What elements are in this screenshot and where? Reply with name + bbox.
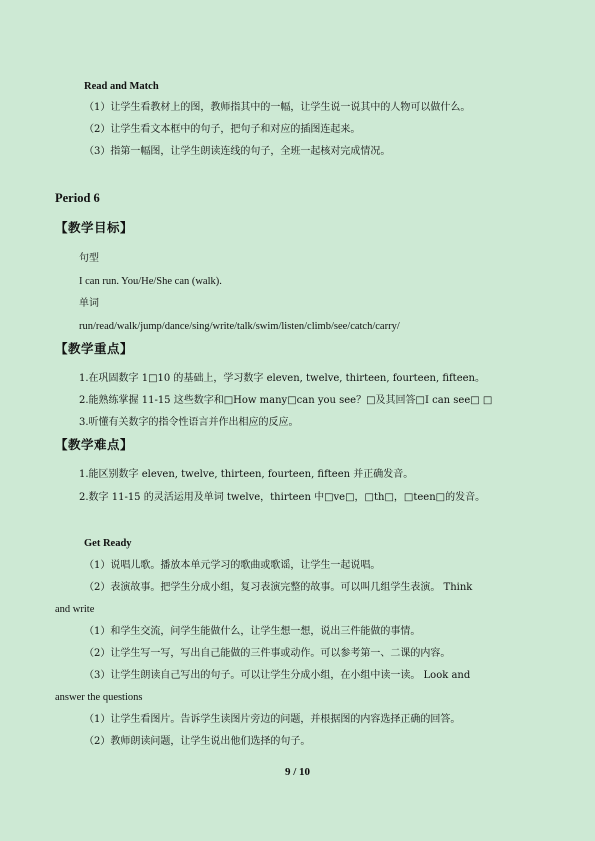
word-list: run/read/walk/jump/dance/sing/write/talk/swim/listen/climb/see/catch/carry/: [79, 321, 400, 332]
look-answer-line-2: （2）教师朗读问题，让学生说出他们选择的句子。: [84, 736, 311, 747]
read-match-item-3: （3）指第一幅图，让学生朗读连线的句子，全班一起核对完成情况。: [84, 146, 391, 157]
word-label: 单词: [79, 298, 99, 309]
key-point-1: 1.在巩固数字 1□10 的基础上，学习数字 eleven, twelve, thirteen, fourteen, fifteen。: [79, 373, 485, 384]
look-answer-cont: answer the questions: [55, 692, 143, 703]
difficulties-heading: 【教学难点】: [55, 437, 134, 452]
read-match-item-1: （1）让学生看教材上的图，教师指其中的一幅，让学生说一说其中的人物可以做什么。: [84, 102, 471, 113]
difficulty-1: 1.能区别数字 eleven, twelve, thirteen, fourteen, fifteen 并正确发音。: [79, 469, 414, 480]
think-write-line-3: （3）让学生朗读自己写出的句子。可以让学生分成小组，在小组中读一读。 Look and: [84, 670, 471, 681]
goals-heading: 【教学目标】: [55, 220, 134, 235]
sentence-pattern: I can run. You/He/She can (walk).: [79, 276, 222, 287]
get-ready-line-2: （2）表演故事。把学生分成小组，复习表演完整的故事。可以叫几组学生表演。 Think: [84, 582, 473, 593]
think-and-write-cont: and write: [55, 604, 95, 615]
read-match-item-2: （2）让学生看文本框中的句子，把句子和对应的插图连起来。: [84, 124, 361, 135]
think-write-line-1: （1）和学生交流，问学生能做什么，让学生想一想，说出三件能做的事情。: [84, 626, 421, 637]
key-points-heading: 【教学重点】: [55, 341, 134, 356]
page-number: 9 / 10: [284, 766, 311, 778]
get-ready-line-1: （1）说唱儿歌。播放本单元学习的歌曲或歌谣，让学生一起说唱。: [84, 560, 381, 571]
key-point-2: 2.能熟练掌握 11-15 这些数字和□How many□can you see？□及其回答□I can see□ □: [79, 395, 493, 406]
read-and-match-heading: Read and Match: [84, 81, 159, 92]
sentence-pattern-label: 句型: [79, 253, 99, 264]
key-point-3: 3.听懂有关数字的指令性语言并作出相应的反应。: [79, 417, 299, 428]
difficulty-2: 2.数字 11-15 的灵活运用及单词 twelve，thirteen 中□ve□，□th□，□teen□的发音。: [79, 492, 486, 503]
get-ready-heading: Get Ready: [84, 538, 132, 549]
period-title: Period 6: [55, 191, 100, 205]
think-write-line-2: （2）让学生写一写，写出自己能做的三件事或动作。可以参考第一、二课的内容。: [84, 648, 451, 659]
look-answer-line-1: （1）让学生看图片。告诉学生读图片旁边的问题，并根据图的内容选择正确的回答。: [84, 714, 461, 725]
